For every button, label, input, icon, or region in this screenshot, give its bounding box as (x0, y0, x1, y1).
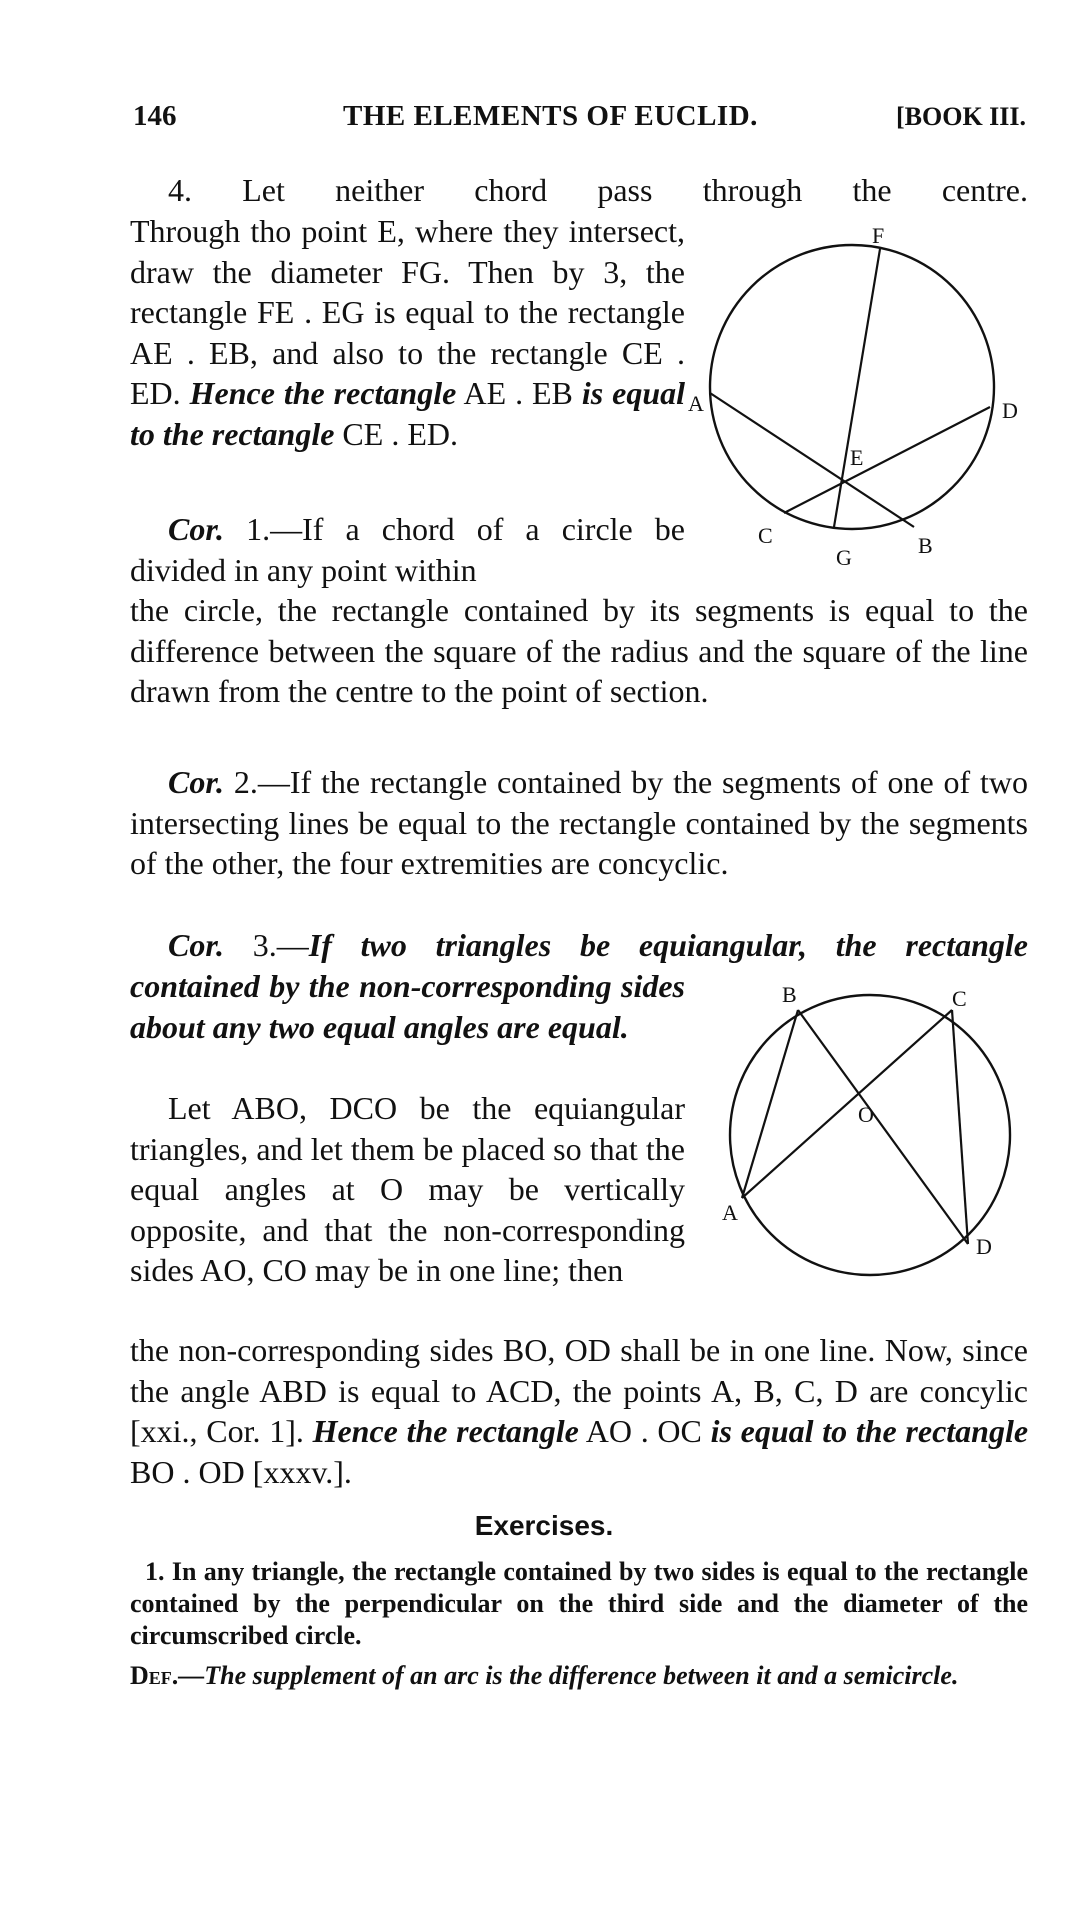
definition (130, 1660, 1028, 1692)
para4-hence-c: is equal to the rectangle (130, 375, 685, 452)
cor3-line1: If two triangles be equiangular, the rectangle (308, 927, 1028, 963)
cor1-text-narrow: 1.—If a chord of a circle be divided in any point within (130, 511, 686, 588)
label-C2: C (952, 986, 967, 1011)
cor3-body-text: the non-corresponding sides BO, OD shall be in one line. Now, since the angle ABD is equal to ACD, the points A, B, C, D are concylic [xxi., Cor. 1]. (130, 1332, 1028, 1449)
cor2-label: Cor. (168, 764, 225, 800)
label-B2: B (782, 982, 797, 1007)
para4-first-line: 4. Let neither chord pass through the centre. (168, 172, 1028, 208)
label-C: C (758, 523, 773, 548)
line-ac (742, 1010, 952, 1198)
para4-text: Through tho point E, where they intersect, draw the diameter FG. Then by 3, the rectangle FE . EG is equal to the rectangle AE . EB, and also to the rectangle CE . ED. (130, 213, 685, 411)
para4-hence-b: AE . EB (463, 375, 573, 411)
label-D2: D (976, 1234, 992, 1259)
cor3-hence-b: AO . OC (585, 1413, 702, 1449)
exercise-1: 1. In any triangle, the rectangle contained by two sides is equal to the rectangle contained by the perpendicular on the third side and the diameter of the circumscribed circle. (130, 1557, 1028, 1650)
label-A2: A (722, 1200, 738, 1225)
cor3-italic-statement: contained by the non-corresponding sides about any two equal angles are equal. (130, 968, 685, 1045)
diameter-fg (834, 249, 880, 527)
line-bd (798, 1010, 968, 1244)
running-header (133, 100, 1033, 140)
para4-hence-d: CE . ED. (342, 415, 458, 452)
cor2 (130, 762, 1028, 884)
line-cd (952, 1010, 968, 1244)
chord-cd (784, 407, 990, 513)
label-B: B (918, 533, 933, 558)
label-D: D (1002, 398, 1018, 423)
cor1-rest: the circle, the rectangle contained by its segments is equal to the difference between the square of the radius and the square of the line drawn from the centre to the point of section. (130, 592, 1028, 709)
figure-chords-circle (688, 223, 1030, 570)
page-number: 146 (133, 100, 177, 132)
cor3-hence-c: is equal to the rectangle (710, 1413, 1029, 1449)
para4-hence-a: Hence the rectangle (189, 375, 457, 411)
cor1-label: Cor. (168, 511, 225, 547)
label-G: G (836, 545, 852, 570)
running-title: THE ELEMENTS OF EUCLID. (343, 100, 758, 132)
label-E: E (850, 445, 864, 470)
cor3-num: 3.— (252, 927, 309, 963)
exercises-heading: Exercises. (474, 1510, 614, 1541)
label-O2: O (858, 1102, 874, 1127)
cor3-hence-d: BO . OD [xxxv.]. (130, 1453, 352, 1490)
para4-body (130, 211, 685, 454)
cor3-body-full (130, 1330, 1028, 1492)
label-A: A (688, 391, 704, 416)
chord-ab (710, 393, 914, 527)
cor1-start (130, 509, 685, 590)
label-F: F (872, 223, 885, 248)
def-label: Def. (130, 1661, 179, 1690)
book-label: [BOOK III. (896, 102, 1027, 131)
cor3-hence-a: Hence the rectangle (312, 1413, 579, 1449)
cor2-text: 2.—If the rectangle contained by the segments of one of two intersecting lines be equal to the rectangle contained by the segments of the other, the four extremities are concyclic. (130, 764, 1029, 881)
cor3-body-narrow: Let ABO, DCO be the equiangular triangles, and let them be placed so that the equal angles at O may be vertically opposite, and that the non-corresponding sides AO, CO may be in one line; then (130, 1090, 685, 1288)
cor3-label: Cor. (168, 927, 225, 963)
def-text: —The supplement of an arc is the difference between it and a semicircle. (178, 1661, 959, 1690)
cor3-first-line (130, 925, 1028, 966)
figure-equiangular-circle (700, 980, 1040, 1300)
